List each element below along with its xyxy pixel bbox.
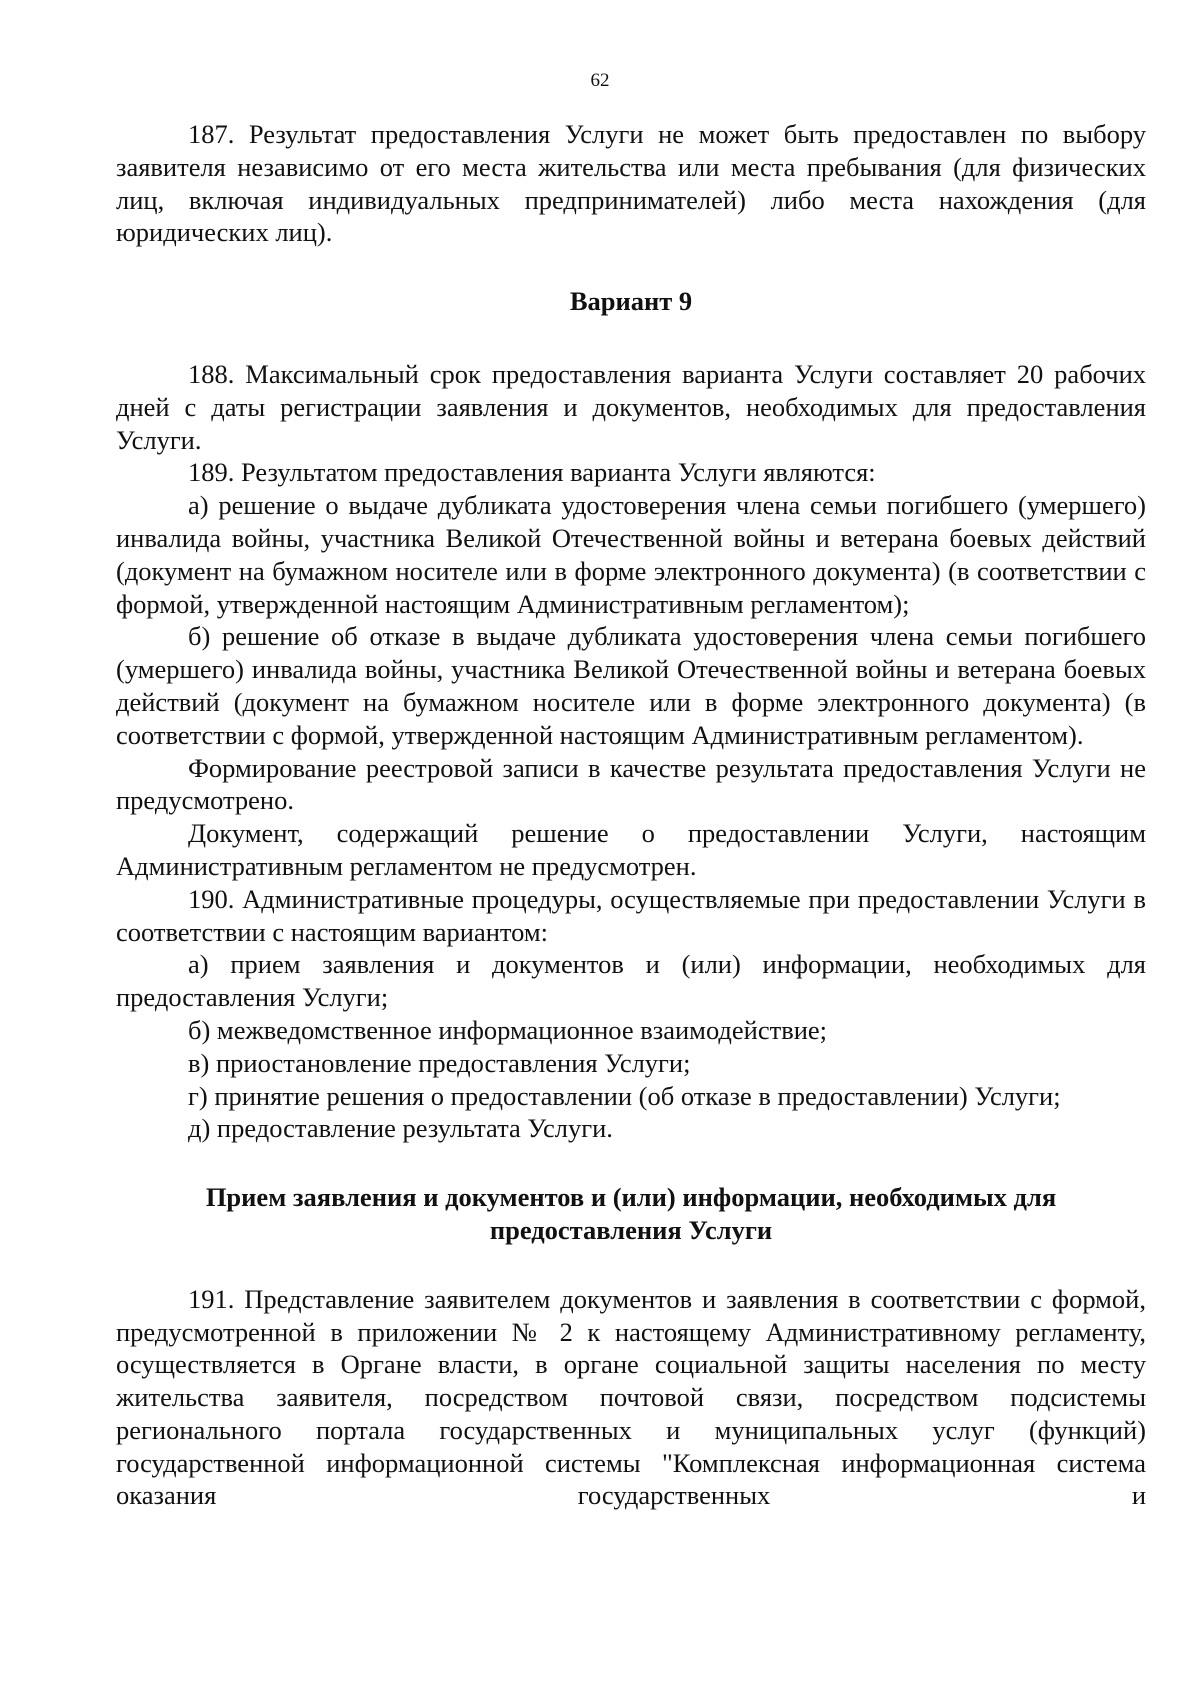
document-body (116, 118, 1146, 1512)
heading-variant-9: Вариант 9 (569, 286, 693, 317)
paragraph-189-b: б) решение об отказе в выдаче дубликата удостоверения члена семьи погибшего (умершего) инвалида войны, участника Великой Отечественной войны и ветерана боевых действий (документ на бумажном носителе или в форме электронного документа) (в соответствии с формой, утвержденной настоящим Административным регламентом). (116, 621, 1146, 750)
paragraph-registry-record: Формирование реестровой записи в качестве результата предоставления Услуги не предусмотрено. (116, 752, 1146, 816)
page-number: 62 (590, 70, 610, 91)
paragraph-190-b: б) межведомственное информационное взаимодействие; (188, 1014, 828, 1045)
paragraph-190-v: в) приостановление предоставления Услуги; (188, 1047, 691, 1078)
paragraph-190: 190. Административные процедуры, осуществляемые при предоставлении Услуги в соответствии с настоящим вариантом: (116, 883, 1146, 947)
paragraph-decision-document: Документ, содержащий решение о предоставлении Услуги, настоящим Административным регламентом не предусмотрен. (116, 818, 1146, 881)
paragraph-188: 188. Максимальный срок предоставления варианта Услуги составляет 20 рабочих дней с даты регистрации заявления и документов, необходимых для предоставления Услуги. (116, 358, 1146, 455)
paragraph-190-g: г) принятие решения о предоставлении (об отказе в предоставлении) Услуги; (188, 1080, 1061, 1111)
heading-section-reception: Прием заявления и документов и (или) информации, необходимых для предоставления Услуги (205, 1182, 1057, 1245)
paragraph-191: 191. Представление заявителем документов и заявления в соответствии с формой, предусмотренной в приложении № 2 к настоящему Административному регламенту, осуществляется в Органе власти, в органе социальной защиты населения по месту жительства заявителя, посредством почтовой связи, посредством подсистемы регионального портала государственных и муниципальных услуг (функций) государственной информационной системы "Комплексная информационная система оказания государственных и (116, 1283, 1146, 1511)
paragraph-190-d: д) предоставление результата Услуги. (188, 1113, 613, 1144)
paragraph-189-a: а) решение о выдаче дубликата удостоверения члена семьи погибшего (умершего) инвалида войны, участника Великой Отечественной войны и ветерана боевых действий (документ на бумажном носителе или в форме электронного документа) (в соответствии с формой, утвержденной настоящим Административным регламентом); (116, 490, 1146, 619)
paragraph-187: 187. Результат предоставления Услуги не может быть предоставлен по выбору заявителя независимо от его места жительства или места пребывания (для физических лиц, включая индивидуальных предпринимателей) либо места нахождения (для юридических лиц). (116, 119, 1146, 248)
paragraph-190-a: а) прием заявления и документов и (или) информации, необходимых для предоставления Услуги; (116, 949, 1146, 1013)
paragraph-189: 189. Результатом предоставления варианта Услуги являются: (188, 457, 876, 488)
